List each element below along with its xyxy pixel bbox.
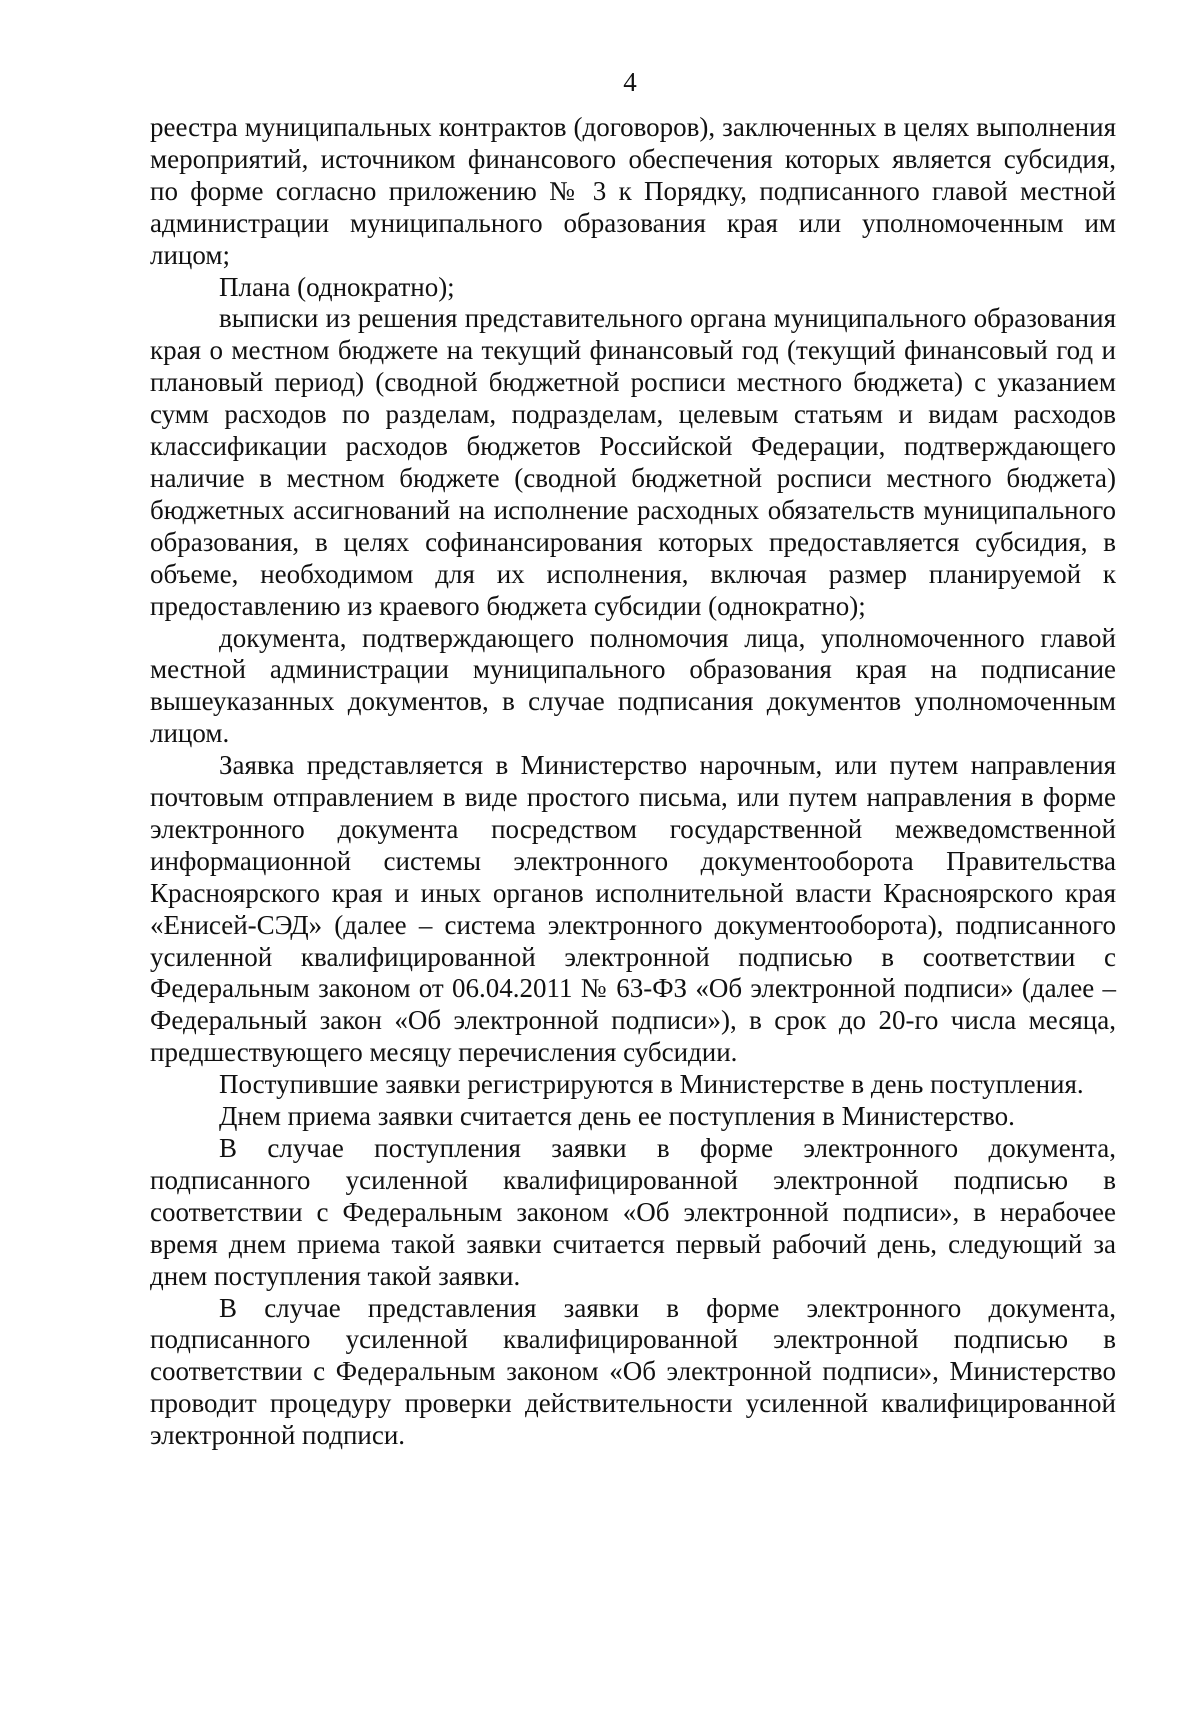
paragraph-signature-check: В случае представления заявки в форме электронного документа, подписанного усиленной квалифицированной электронной подписью в соответствии с Федеральным законом «Об электронной подписи», Министерство проводит процедуру проверки действительности усиленной квалифицированной электронной подписи. bbox=[150, 1292, 1116, 1451]
paragraph-authority-document: документа, подтверждающего полномочия лица, уполномоченного главой местной администрации муниципального образования края на подписание вышеуказанных документов, в случае подписания документов уполномоченным лицом. bbox=[150, 622, 1116, 749]
paragraph-plan: Плана (однократно); bbox=[219, 271, 455, 302]
paragraph-nonworking-time: В случае поступления заявки в форме электронного документа, подписанного усиленной квалифицированной электронной подписью в соответствии с Федеральным законом «Об электронной подписи», в нерабочее время днем приема такой заявки считается первый рабочий день, следующий за днем поступления такой заявки. bbox=[150, 1133, 1116, 1291]
paragraph-acceptance-day: Днем приема заявки считается день ее поступления в Министерство. bbox=[219, 1101, 1015, 1132]
paragraph-registry: реестра муниципальных контрактов (договоров), заключенных в целях выполнения мероприятий, источником финансового обеспечения которых является субсидия, по форме согласно приложению № 3 к Порядку, подписанного главой местной администрации муниципального образования края или уполномоченным им лицом; bbox=[150, 112, 1116, 270]
document-body bbox=[150, 112, 1116, 1452]
paragraph-registration: Поступившие заявки регистрируются в Министерстве в день поступления. bbox=[219, 1069, 1084, 1100]
paragraph-submission: Заявка представляется в Министерство нарочным, или путем направления почтовым отправлением в виде простого письма, или путем направления в форме электронного документа посредством государственной межведомственной информационной системы электронного документооборота Правительства Красноярского края и иных органов исполнительной власти Красноярского края «Енисей-СЭД» (далее – система электронного документооборота), подписанного усиленной квалифицированной электронной подписью в соответствии с Федеральным законом от 06.04.2011 № 63-ФЗ «Об электронной подписи» (далее – Федеральный закон «Об электронной подписи»), в срок до 20-го числа месяца, предшествующего месяцу перечисления субсидии. bbox=[150, 750, 1116, 1068]
page-number: 4 bbox=[623, 67, 637, 97]
paragraph-budget-extract: выписки из решения представительного органа муниципального образования края о местном бюджете на текущий финансовый год (текущий финансовый год и плановый период) (сводной бюджетной росписи местного бюджета) с указанием сумм расходов по разделам, подразделам, целевым статьям и видам расходов классификации расходов бюджетов Российской Федерации, подтверждающего наличие в местном бюджете (сводной бюджетной росписи местного бюджета) бюджетных ассигнований на исполнение расходных обязательств муниципального образования, в целях софинансирования которых предоставляется субсидия, в объеме, необходимом для их исполнения, включая размер планируемой к предоставлению из краевого бюджета субсидии (однократно); bbox=[150, 303, 1116, 621]
